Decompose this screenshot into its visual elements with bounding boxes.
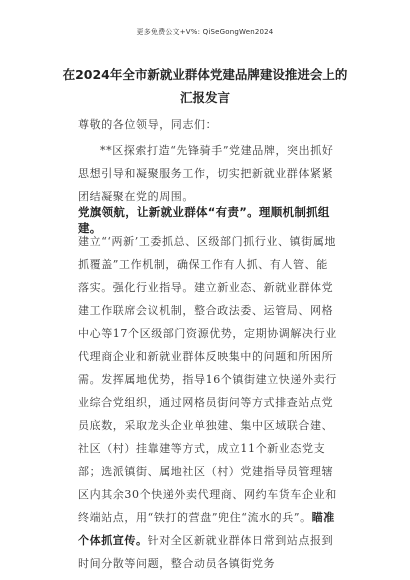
body-paragraph-emphasis: 瞄准个体抓宣传。 [78, 511, 335, 547]
section-heading: 党旗领航，让新就业群体“有责”。理顺机制抓组建。 [78, 205, 330, 235]
header-note: 更多免费公文+V%: QiSeGongWen2024 [136, 28, 274, 36]
salutation: 尊敬的各位领导，同志们： [78, 118, 218, 131]
body-paragraph-text: 建立“‘两新’工委抓总、区级部门抓行业、镇街属地抓覆盖”工作机制，确保工作有人抓、有人管、能落实。强化行业指导。建立新业态、新就业群体党建工作联席会议机制，整合政法委、运管局、网格中心等17个区级部门资源优势，定期协调解决行业代理商企业和新就业群体反映集中的问题和所困所需。发挥属地优势，指导16个镇街建立快递外卖行业综合党组织，通过网格员街问等方式排查站点党员底数，采取龙头企业单独建、集中区域联合建、社区（村）挂靠建等方式，成立11个新业态党支部；选派镇街、属地社区（村）党建指导员管理辖区内其余30个快递外卖代理商、网约车货车企业和终端站点，用“铁打的营盘”兜住“流水的兵”。 [78, 235, 337, 524]
document-title: 在2024年全市新就业群体党建品牌建设推进会上的汇报发言 [62, 67, 348, 105]
intro-paragraph: **区探索打造“先锋骑手”党建品牌，突出抓好思想引导和凝聚服务工作，切实把新就业群体紧紧团结凝聚在党的周围。 [78, 144, 334, 203]
body-paragraph-continuation: 针对全区新就业群体日常到站点报到时间分散等问题，整合动员各镇街党务 [78, 534, 334, 570]
body-paragraph [78, 230, 338, 575]
